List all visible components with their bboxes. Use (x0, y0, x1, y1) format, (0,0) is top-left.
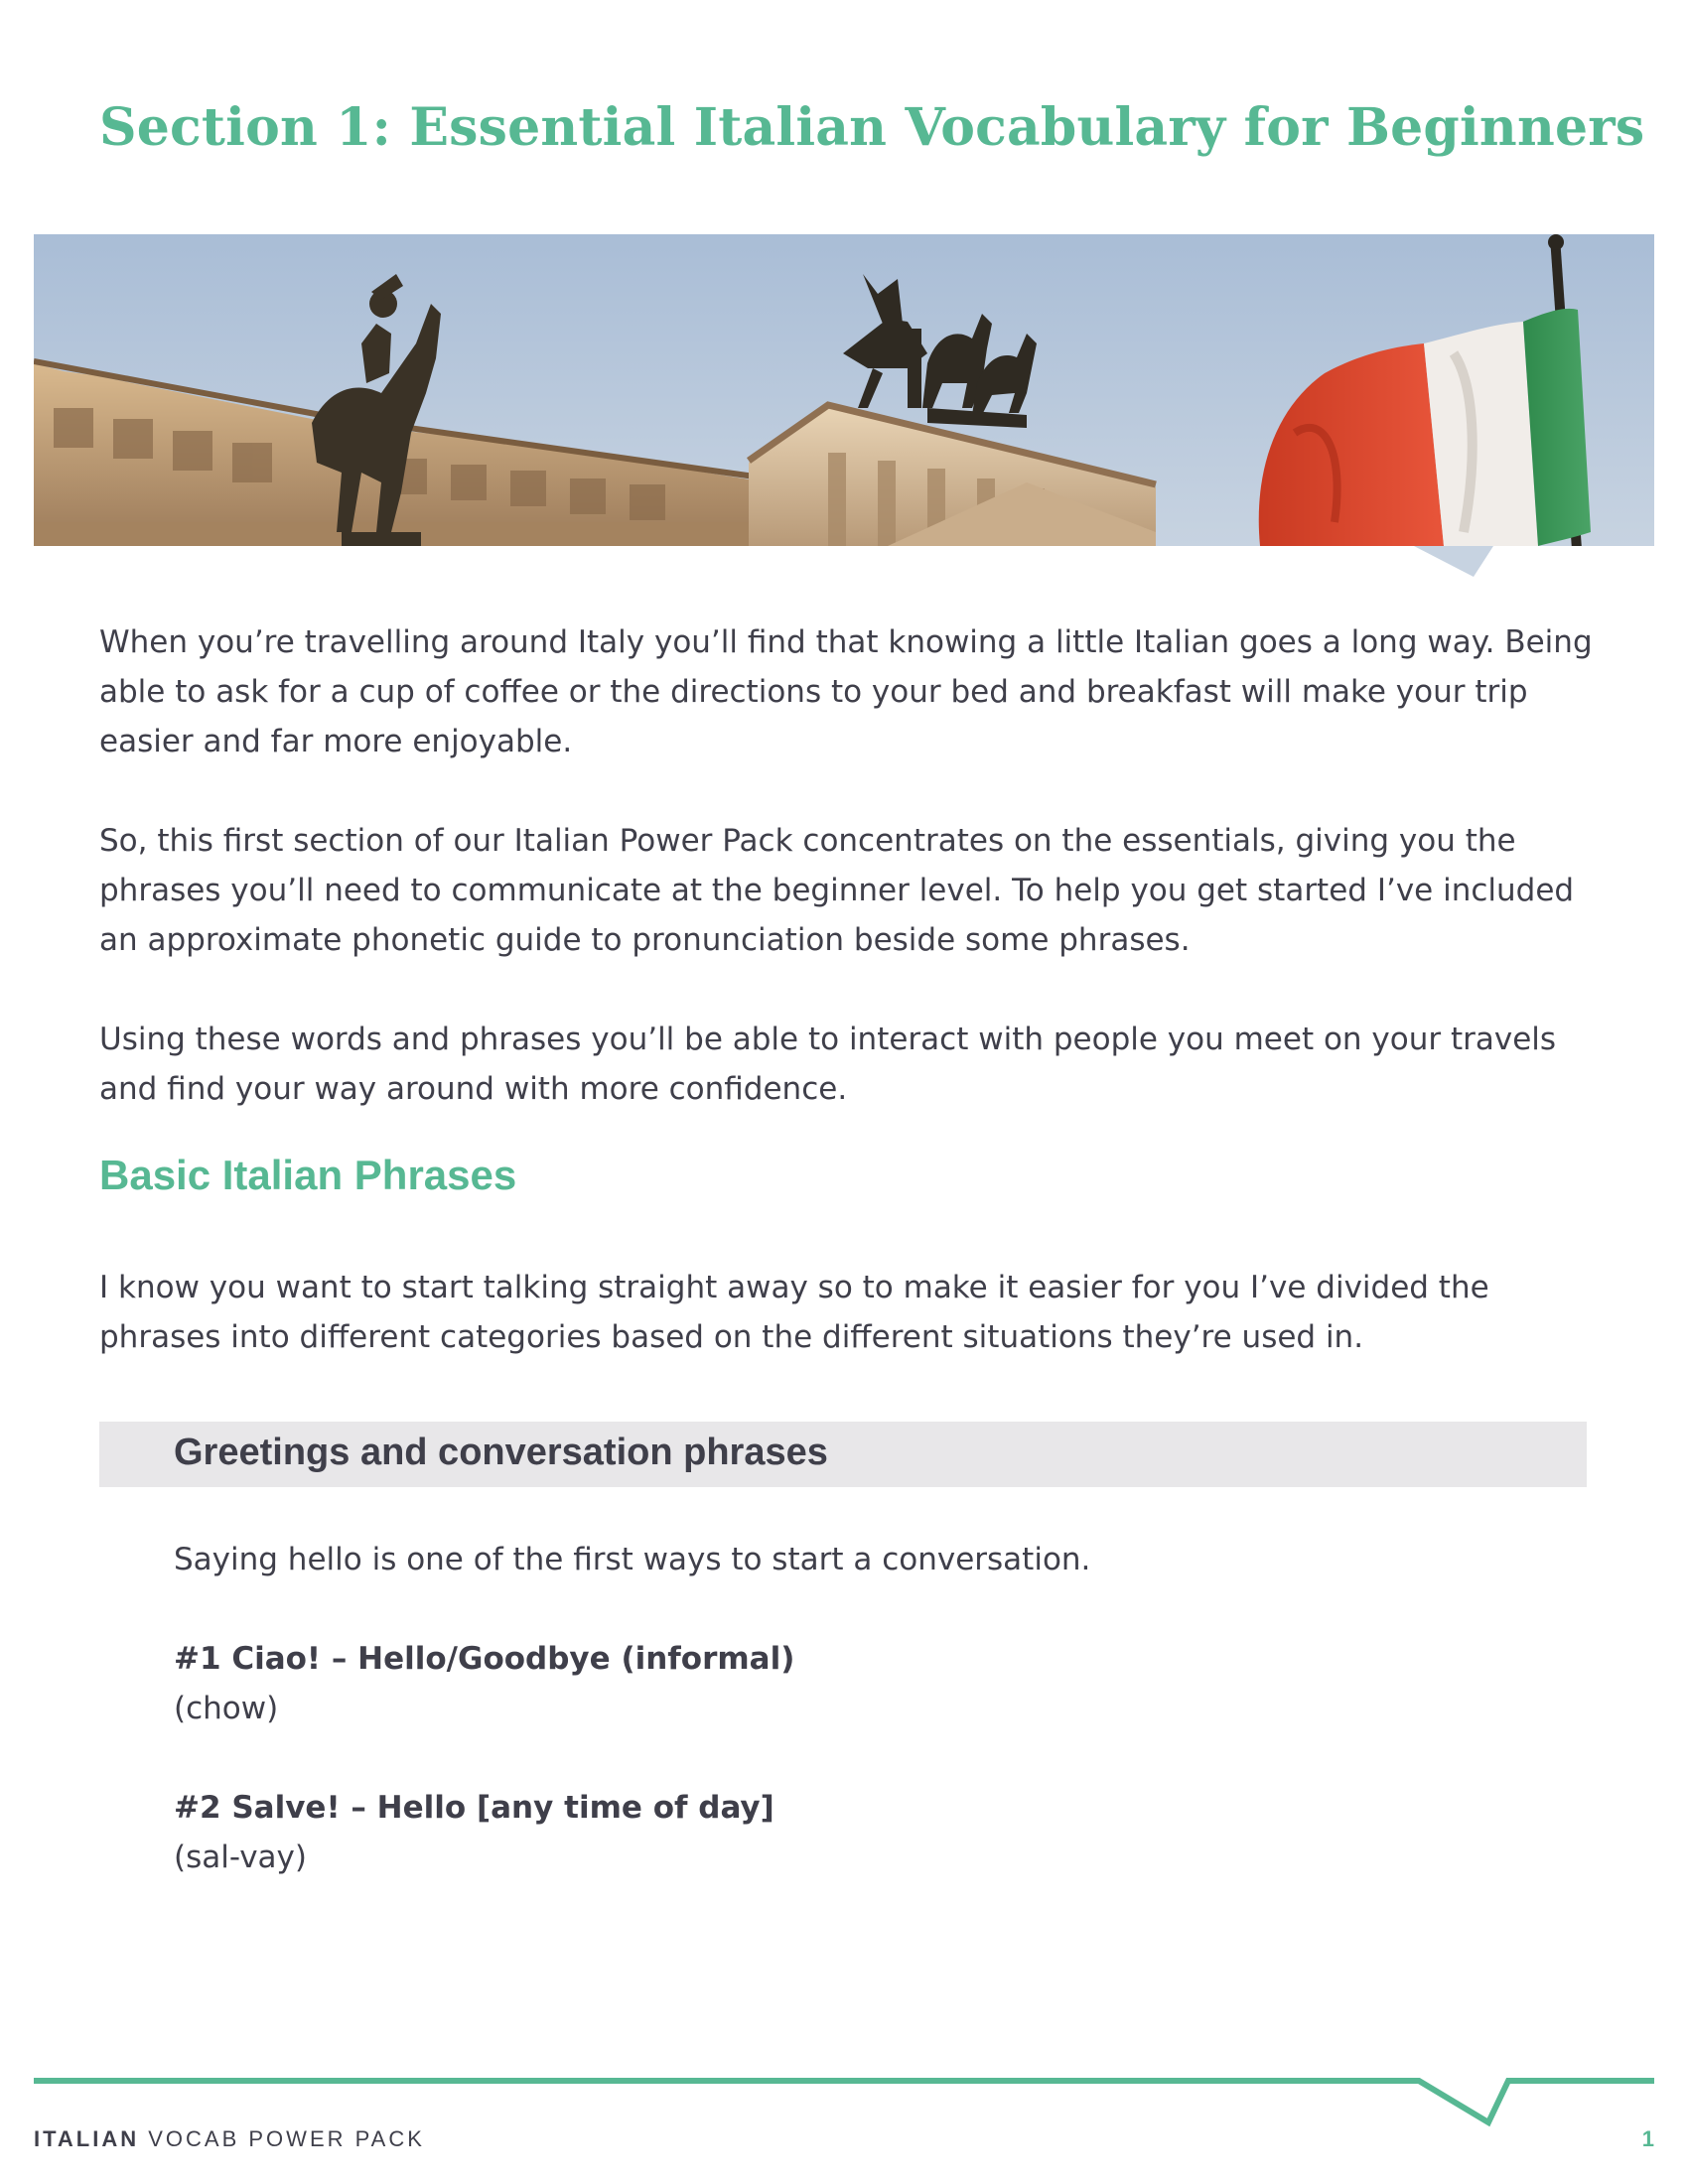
rome-monument-italian-flag-photo-icon (34, 234, 1654, 577)
hero-image (34, 234, 1654, 577)
intro-paragraph-1: When you’re travelling around Italy you’ll find that knowing a little Italian goes a long way. Being able to ask for a cup of coffee or the directions to your bed and breakfast will make your trip easier and far more enjoyable. (99, 624, 1593, 759)
footer-brand-rest: VOCAB POWER PACK (139, 2126, 425, 2151)
page-number: 1 (1641, 2126, 1654, 2151)
intro-paragraph-3: Using these words and phrases you’ll be able to interact with people you meet on your travels and find your way around with more confidence. (99, 1022, 1557, 1107)
section-heading: Basic Italian Phrases (99, 1152, 517, 1198)
footer-notch-line-icon (34, 2075, 1654, 2134)
phrase-2-title: #2 Salve! – Hello [any time of day] (174, 1790, 774, 1826)
footer-divider (34, 2075, 1654, 2134)
category-intro: Saying hello is one of the first ways to start a conversation. (174, 1542, 1091, 1577)
page-title: Section 1: Essential Italian Vocabulary for Beginners (99, 97, 1645, 158)
intro-paragraph-2: So, this first section of our Italian Power Pack concentrates on the essentials, giving you the phrases you’ll need to communicate at the beginner level. To help you get started I’ve included an approximate phonetic guide to pronunciation beside some phrases. (99, 823, 1575, 958)
section-intro: I know you want to start talking straight away so to make it easier for you I’ve divided the phrases into different categories based on the different situations they’re used in. (99, 1270, 1489, 1355)
footer-brand-strong: ITALIAN (34, 2126, 140, 2151)
phrase-1-pronunciation: (chow) (174, 1691, 279, 1726)
phrase-2-pronunciation: (sal-vay) (174, 1840, 307, 1875)
footer-brand (34, 2126, 425, 2152)
phrase-1-title: #1 Ciao! – Hello/Goodbye (informal) (174, 1641, 795, 1677)
category-header-bar (99, 1422, 1587, 1487)
category-title: Greetings and conversation phrases (174, 1432, 828, 1473)
